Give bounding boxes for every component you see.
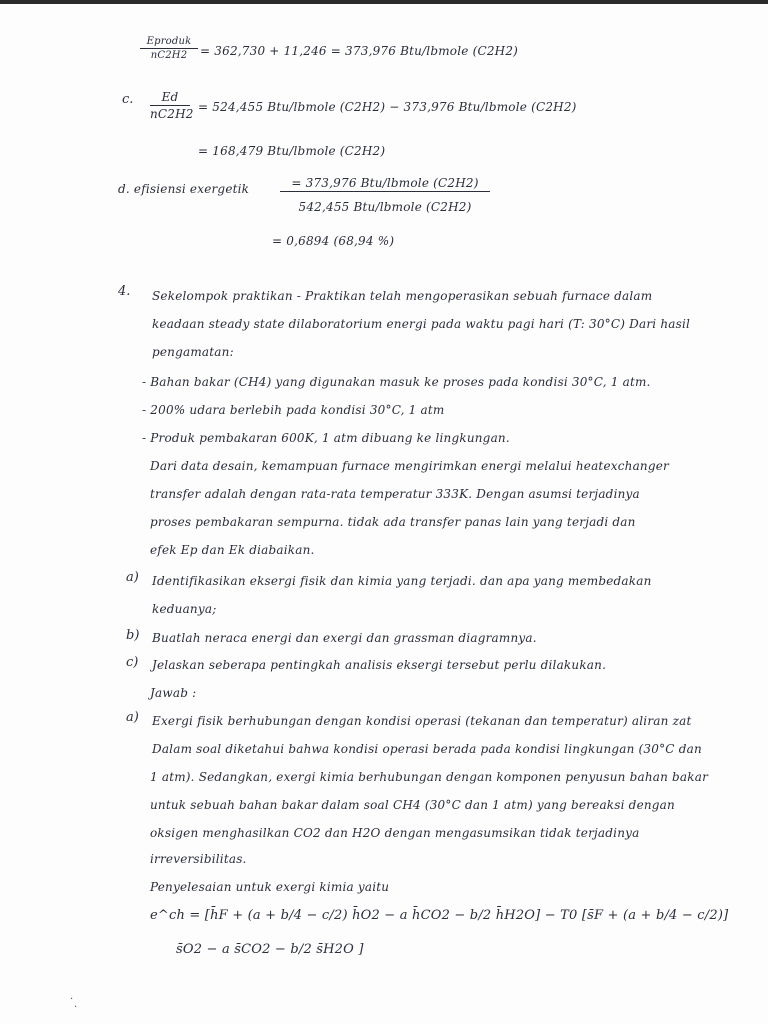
problem-number: 4. (118, 284, 131, 299)
calc-line-d-result: = 0,6894 (68,94 %) (272, 234, 395, 248)
fraction-eproduk (140, 36, 198, 61)
equation-line-2: s̄O2 − a s̄CO2 − b/2 s̄H2O ] (176, 942, 364, 957)
question-b-label: b) (126, 628, 140, 643)
fraction-ed (150, 90, 194, 121)
answer-line: 1 atm). Sedangkan, exergi kimia berhubungan dengan komponen penyusun bahan bakar (150, 770, 709, 784)
fraction-denominator: nC2H2 (150, 50, 188, 61)
answer-line: oksigen menghasilkan CO2 dan H2O dengan mengasumsikan tidak terjadinya (150, 826, 640, 840)
problem-line: keadaan steady state dilaboratorium energi pada waktu pagi hari (T: 30°C) Dari hasil (152, 317, 691, 331)
answer-line: irreversibilitas. (150, 852, 247, 866)
problem-bullet: - Bahan bakar (CH4) yang digunakan masuk ke proses pada kondisi 30°C, 1 atm. (142, 375, 651, 389)
calc-line-c-result: = 168,479 Btu/lbmole (C2H2) (198, 144, 386, 158)
problem-bullet: - 200% udara berlebih pada kondisi 30°C, 1 atm (142, 403, 445, 417)
question-a-label: a) (126, 570, 139, 585)
answer-a-label: a) (126, 710, 139, 725)
stray-mark: · (74, 1002, 78, 1013)
fraction-denominator: 542,455 Btu/lbmole (C2H2) (298, 200, 472, 214)
fraction-numerator: = 373,976 Btu/lbmole (C2H2) (280, 176, 490, 192)
label-d-efisiensi: d. efisiensi exergetik (118, 182, 250, 196)
answer-line: untuk sebuah bahan bakar dalam soal CH4 (30°C dan 1 atm) yang bereaksi dengan (150, 798, 675, 812)
answer-heading: Jawab : (150, 686, 197, 700)
question-c-label: c) (126, 655, 139, 670)
fraction-numerator: Ed (150, 90, 190, 106)
calc-line-1: = 362,730 + 11,246 = 373,976 Btu/lbmole (C2H2) (200, 44, 519, 58)
problem-line: proses pembakaran sempurna. tidak ada transfer panas lain yang terjadi dan (150, 515, 636, 529)
calc-line-c: = 524,455 Btu/lbmole (C2H2) − 373,976 Btu/lbmole (C2H2) (198, 100, 577, 114)
question-b-text: Buatlah neraca energi dan exergi dan grassman diagramnya. (152, 631, 537, 645)
question-c-text: Jelaskan seberapa pentingkah analisis eksergi tersebut perlu dilakukan. (152, 658, 607, 672)
answer-line: Exergi fisik berhubungan dengan kondisi operasi (tekanan dan temperatur) aliran zat (152, 714, 692, 728)
label-c: c. (122, 92, 134, 107)
answer-line: Dalam soal diketahui bahwa kondisi operasi berada pada kondisi lingkungan (30°C dan (152, 742, 702, 756)
question-a-text-cont: keduanya; (152, 602, 217, 616)
problem-line: transfer adalah dengan rata-rata temperatur 333K. Dengan asumsi terjadinya (150, 487, 640, 501)
problem-line: Sekelompok praktikan - Praktikan telah mengoperasikan sebuah furnace dalam (152, 289, 653, 303)
problem-line: Dari data desain, kemampuan furnace mengirimkan energi melalui heatexchanger (150, 459, 669, 473)
fraction-denominator: nC2H2 (150, 107, 194, 121)
equation-line-1: e^ch = [h̄F + (a + b/4 − c/2) h̄O2 − a h̄CO2 − b/2 h̄H2O] − T0 [s̄F + (a + b/4 − c/2)] (150, 908, 729, 923)
problem-line: pengamatan: (152, 345, 234, 359)
answer-line: Penyelesaian untuk exergi kimia yaitu (150, 880, 390, 894)
fraction-numerator: Eproduk (140, 36, 198, 49)
question-a-text: Identifikasikan eksergi fisik dan kimia yang terjadi. dan apa yang membedakan (152, 574, 652, 588)
problem-line: efek Ep dan Ek diabaikan. (150, 543, 315, 557)
stray-mark: · (70, 994, 74, 1005)
fraction-efisiensi (280, 176, 490, 214)
problem-bullet: - Produk pembakaran 600K, 1 atm dibuang ke lingkungan. (142, 431, 510, 445)
